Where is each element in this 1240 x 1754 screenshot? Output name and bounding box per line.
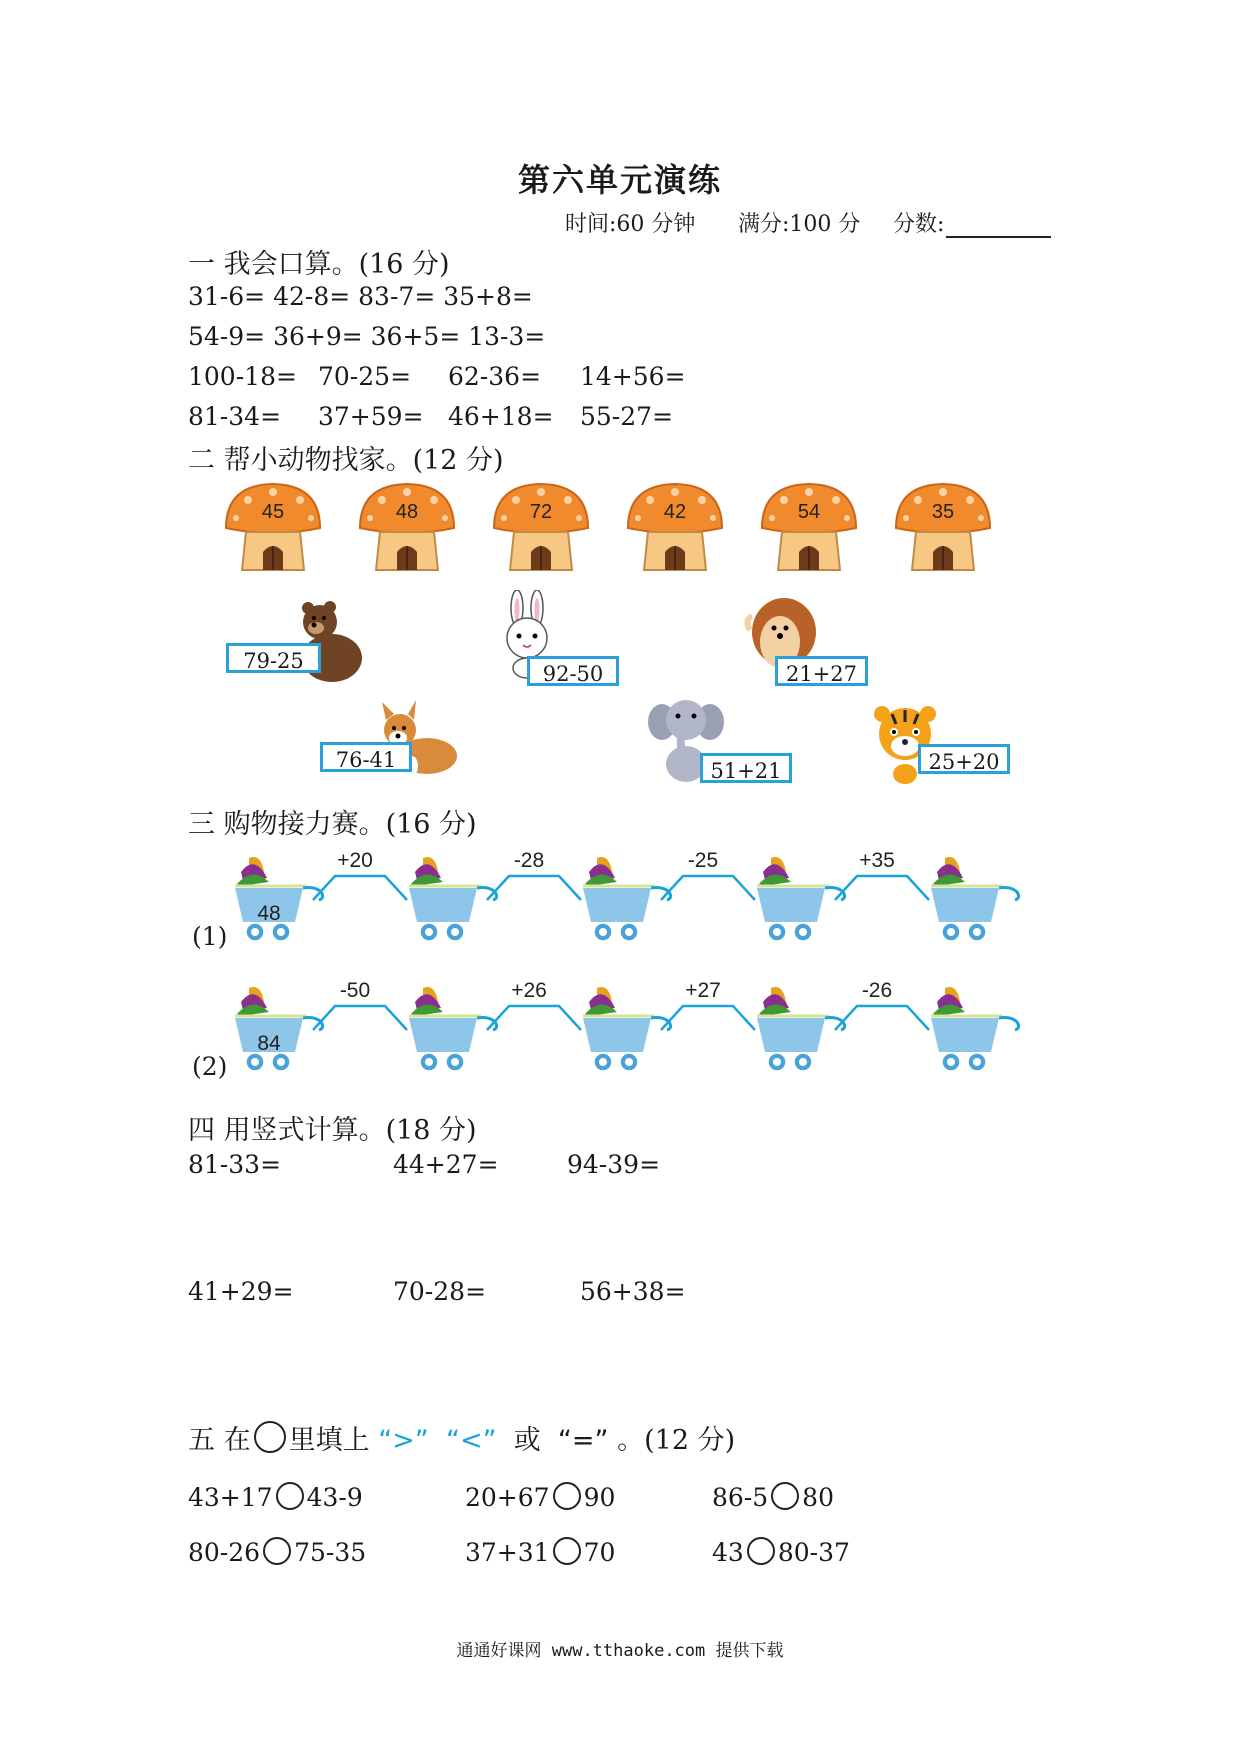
compare-left: 37+31 xyxy=(465,1538,550,1567)
dog-expression-card[interactable]: 76-41 xyxy=(320,742,412,772)
score-field[interactable] xyxy=(893,207,1051,238)
s1-item: 13-3= xyxy=(468,322,546,351)
compare-left: 43+17 xyxy=(188,1483,273,1512)
compare-item xyxy=(188,1482,363,1512)
chain-2-label: (2) xyxy=(192,1052,228,1081)
compare-item xyxy=(188,1537,366,1567)
s1-item: 36+5= xyxy=(370,322,461,351)
s1-row xyxy=(188,282,533,311)
chain-op: -25 xyxy=(687,849,719,872)
s1-item: 83-7= xyxy=(358,282,436,311)
vertical-calc-item: 81-33= xyxy=(188,1150,282,1179)
or-label: 或 xyxy=(513,1425,541,1456)
section-3-heading: 三 购物接力赛。(16 分) xyxy=(188,809,477,840)
s1-item: 54-9= xyxy=(188,322,266,351)
circle-icon xyxy=(254,1421,286,1453)
mushroom-house xyxy=(754,480,864,576)
house-number: 72 xyxy=(529,501,553,523)
s1-item: 46+18= xyxy=(448,402,554,431)
compare-circle[interactable] xyxy=(263,1537,291,1565)
s1-item: 62-36= xyxy=(448,362,542,391)
vertical-calc-item: 41+29= xyxy=(188,1277,294,1306)
footer-text: 通通好课网 www.tthaoke.com 提供下载 xyxy=(456,1641,784,1661)
compare-circle[interactable] xyxy=(553,1482,581,1510)
section-2-heading: 二 帮小动物找家。(12 分) xyxy=(188,445,504,476)
compare-circle[interactable] xyxy=(553,1537,581,1565)
time-label: 时间:60 分钟 xyxy=(565,212,696,237)
vertical-calc-item: 44+27= xyxy=(393,1150,499,1179)
s1-item: 35+8= xyxy=(443,282,533,311)
s1-item: 55-27= xyxy=(580,402,674,431)
s1-item: 70-25= xyxy=(318,362,412,391)
compare-left: 20+67 xyxy=(465,1483,550,1512)
chain-op: +27 xyxy=(685,979,721,1002)
compare-right: 90 xyxy=(583,1483,616,1512)
relay-chain-1 xyxy=(225,840,1025,950)
s5-heading-mid: 里填上 xyxy=(288,1425,370,1456)
compare-left: 86-5 xyxy=(712,1483,769,1512)
elephant-expression-card[interactable]: 51+21 xyxy=(700,753,792,783)
s1-item: 36+9= xyxy=(273,322,363,351)
mushroom-house xyxy=(352,480,462,576)
vertical-calc-item: 56+38= xyxy=(580,1277,686,1306)
s1-item: 31-6= xyxy=(188,282,266,311)
house-number: 35 xyxy=(931,501,955,523)
s5-heading-pre: 五 在 xyxy=(188,1425,251,1456)
mushroom-house xyxy=(218,480,328,576)
section-5-heading xyxy=(188,1418,735,1457)
chain-op: +20 xyxy=(337,849,373,872)
compare-circle[interactable] xyxy=(276,1482,304,1510)
compare-right: 80-37 xyxy=(777,1538,850,1567)
compare-circle[interactable] xyxy=(771,1482,799,1510)
chain-op: -50 xyxy=(339,979,371,1002)
section-4-heading: 四 用竖式计算。(18 分) xyxy=(188,1115,477,1146)
s1-item: 42-8= xyxy=(273,282,351,311)
chain-start-value: 48 xyxy=(257,902,281,925)
compare-circle[interactable] xyxy=(747,1537,775,1565)
house-number: 48 xyxy=(395,501,419,523)
s1-item: 14+56= xyxy=(580,362,686,391)
compare-right: 70 xyxy=(583,1538,616,1567)
lt-symbol: “<” xyxy=(445,1425,497,1456)
tiger-expression-card[interactable]: 25+20 xyxy=(918,744,1010,774)
house-number: 42 xyxy=(663,501,687,523)
chain-op: +26 xyxy=(511,979,547,1002)
s1-item: 37+59= xyxy=(318,402,424,431)
s1-item: 100-18= xyxy=(188,362,297,391)
gt-symbol: “>” xyxy=(378,1425,429,1456)
s1-row xyxy=(188,322,545,351)
chain-1-label: (1) xyxy=(192,922,228,951)
eq-symbol: “=” xyxy=(557,1425,609,1456)
vertical-calc-item: 70-28= xyxy=(393,1277,487,1306)
section-1-heading: 一 我会口算。(16 分) xyxy=(188,249,450,280)
compare-left: 43 xyxy=(712,1538,744,1567)
s5-heading-tail: 。(12 分) xyxy=(617,1425,736,1456)
rabbit-expression-card[interactable]: 92-50 xyxy=(527,656,619,686)
compare-item xyxy=(465,1537,615,1567)
house-number: 45 xyxy=(261,501,285,523)
page-title: 第六单元演练 xyxy=(517,161,722,199)
score-blank[interactable] xyxy=(946,214,1051,238)
compare-right: 80 xyxy=(802,1483,834,1512)
mushroom-house xyxy=(486,480,596,576)
full-score-label: 满分:100 分 xyxy=(738,212,861,237)
compare-left: 80-26 xyxy=(188,1538,261,1567)
score-label: 分数: xyxy=(893,212,945,237)
mushroom-house xyxy=(620,480,730,576)
relay-chain-2 xyxy=(225,970,1025,1080)
mushroom-house xyxy=(888,480,998,576)
chain-op: -28 xyxy=(513,849,545,872)
vertical-calc-item: 94-39= xyxy=(567,1150,661,1179)
bear-expression-card[interactable]: 79-25 xyxy=(226,643,321,673)
compare-item xyxy=(465,1482,615,1512)
house-number: 54 xyxy=(797,501,821,523)
chain-start-value: 84 xyxy=(257,1032,281,1055)
compare-item xyxy=(712,1482,834,1512)
compare-right: 43-9 xyxy=(306,1483,363,1512)
s1-item: 81-34= xyxy=(188,402,282,431)
hedgehog-expression-card[interactable]: 21+27 xyxy=(775,656,868,686)
chain-op: -26 xyxy=(861,979,893,1002)
compare-item xyxy=(712,1537,850,1567)
chain-op: +35 xyxy=(859,849,895,872)
compare-right: 75-35 xyxy=(294,1538,367,1567)
